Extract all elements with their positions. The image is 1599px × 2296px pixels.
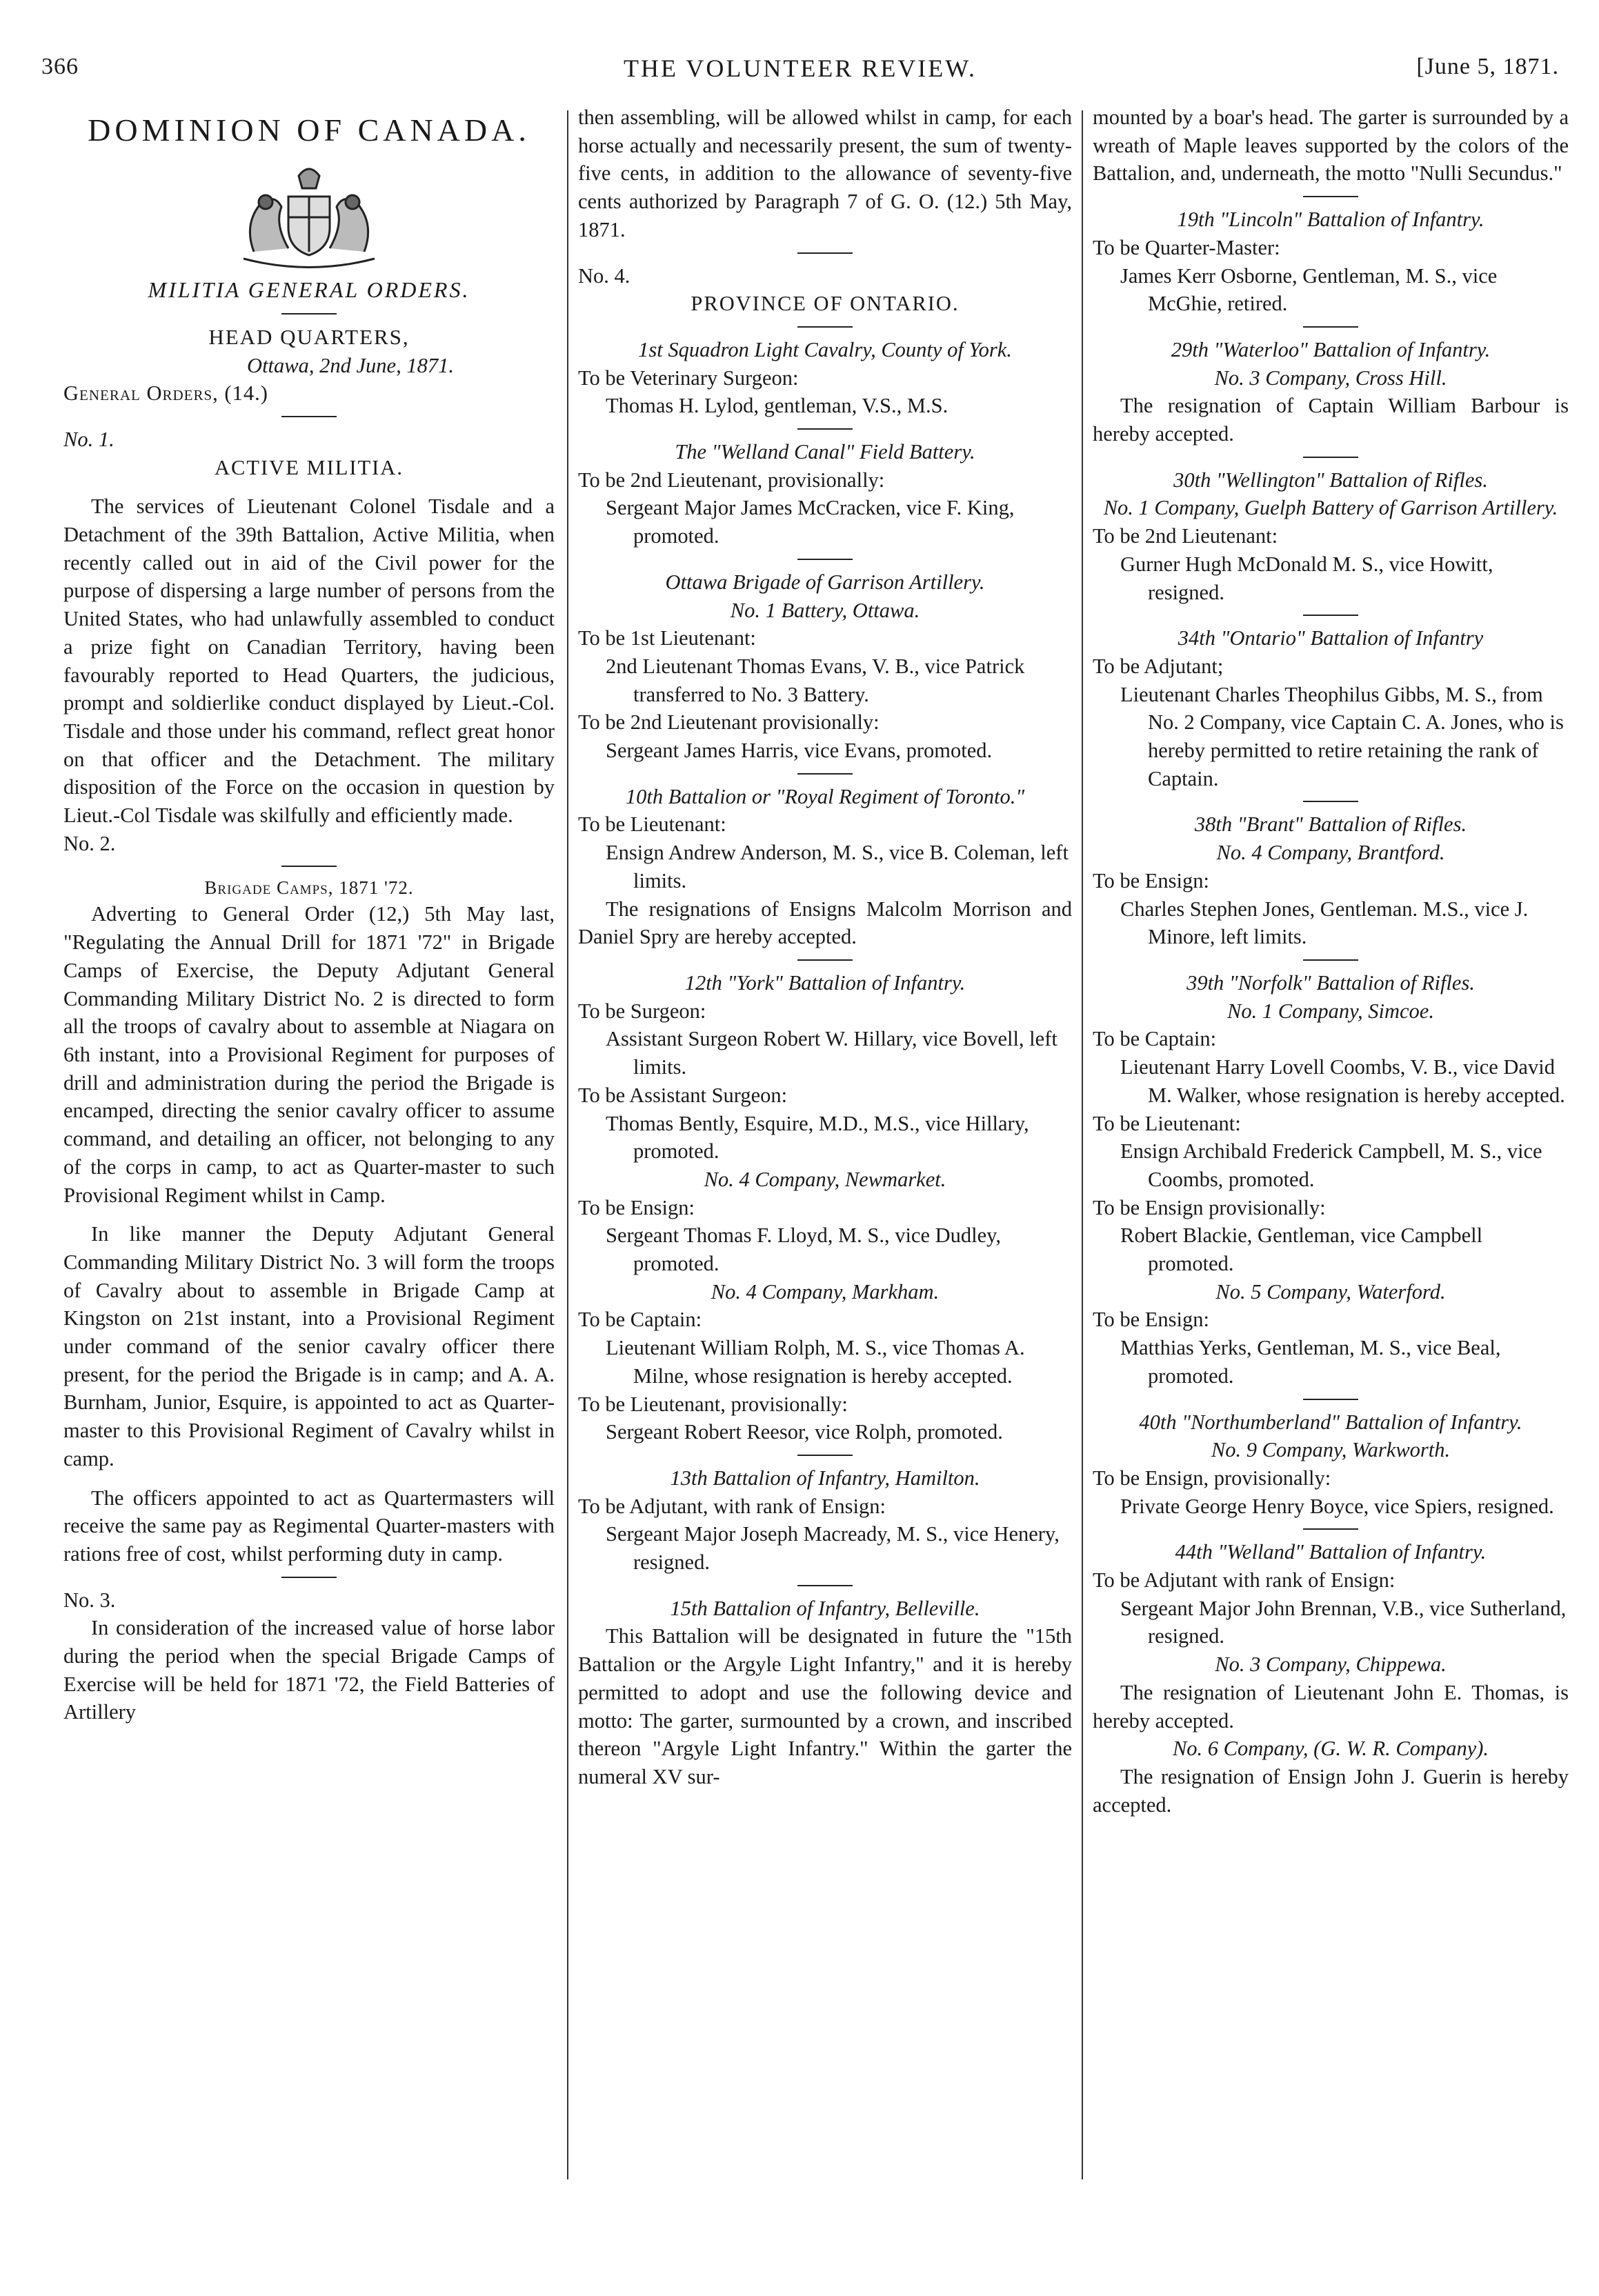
appointment-entry: Sergeant Major James McCracken, vice F. King, promoted. xyxy=(606,496,1015,548)
separator xyxy=(1303,1399,1358,1400)
unit-heading: 30th "Wellington" Battalion of Rifles. xyxy=(1173,468,1488,492)
paragraph: The services of Lieutenant Colonel Tisdale and a Detachment of the 39th Battalion, Active Militia, when recently called out in aid of the Civil power for the purpose of dispersing a large number of persons from the United States, who had unlawfully assembled to conduct a prize fight on Canadian Territory, having been favourably reported to Head Quarters, the judicious, prompt and soldierlike conduct displayed by Lieut.-Col. Tisdale and those under his command, reflect great honor on that officer and the Detachment. The military disposition of the Force on the occasion in question by Lieut.-Col Tisdale was skilfully and efficiently made. xyxy=(63,495,555,828)
separator xyxy=(797,1455,853,1456)
appointment-entry: Lieutenant William Rolph, M. S., vice Thomas A. Milne, whose resignation is hereby accepted. xyxy=(606,1336,1025,1388)
company-heading: No. 1 Company, Simcoe. xyxy=(1227,999,1434,1023)
separator xyxy=(797,773,853,775)
unit-heading: 34th "Ontario" Battalion of Infantry xyxy=(1178,626,1484,650)
coat-of-arms-icon xyxy=(223,155,395,272)
order-number: No. 1. xyxy=(63,427,115,451)
separator xyxy=(797,559,853,560)
column-2 xyxy=(578,103,1072,2276)
appointment-title: To be Surgeon: xyxy=(578,999,706,1023)
hq-date: Ottawa, 2nd June, 1871. xyxy=(247,353,454,377)
paragraph: In consideration of the increased value of horse labor during the period when the special Brigade Camps of Exercise will be held for 1871 '72, the Field Batteries of Artillery xyxy=(63,1616,555,1724)
appointment-entry: Ensign Archibald Frederick Campbell, M. S., vice Coombs, promoted. xyxy=(1120,1139,1542,1191)
section-heading: Brigade Camps, 1871 '72. xyxy=(204,877,414,899)
appointment-entry: James Kerr Osborne, Gentleman, M. S., vice McGhie, retired. xyxy=(1120,263,1498,316)
section-heading: PROVINCE OF ONTARIO. xyxy=(691,292,960,316)
column-1 xyxy=(63,103,555,2276)
unit-heading: 40th "Northumberland" Battalion of Infantry. xyxy=(1139,1410,1522,1434)
appointment-entry: Sergeant Major Joseph Macready, M. S., vice Henery, resigned. xyxy=(606,1522,1060,1575)
appointment-title: To be Lieutenant: xyxy=(1093,1111,1241,1135)
appointment-entry: Private George Henry Boyce, vice Spiers, resigned. xyxy=(1120,1494,1554,1518)
company-heading: No. 1 Battery, Ottawa. xyxy=(730,598,920,622)
page-number: 366 xyxy=(41,54,79,79)
appointment-entry: Ensign Andrew Anderson, M. S., vice B. Coleman, left limits. xyxy=(606,841,1069,892)
appointment-title: To be Ensign: xyxy=(1093,1308,1209,1332)
dominion-heading: DOMINION OF CANADA. xyxy=(88,112,530,148)
column-rule xyxy=(1082,110,1083,2179)
unit-heading: The "Welland Canal" Field Battery. xyxy=(675,440,975,464)
separator xyxy=(281,1577,337,1578)
unit-heading: 15th Battalion of Infantry, Belleville. xyxy=(670,1596,980,1620)
newspaper-title: THE VOLUNTEER REVIEW. xyxy=(624,54,977,82)
column-3 xyxy=(1093,103,1569,2276)
order-number: No. 4. xyxy=(578,263,630,288)
appointment-entry: Sergeant Robert Reesor, vice Rolph, promoted. xyxy=(606,1420,1003,1444)
appointment-entry: Sergeant James Harris, vice Evans, promoted. xyxy=(606,739,993,763)
company-heading: No. 6 Company, (G. W. R. Company). xyxy=(1172,1737,1489,1761)
paragraph: The resignation of Ensign John J. Guerin is hereby accepted. xyxy=(1093,1764,1569,1817)
column-rule xyxy=(567,110,568,2179)
paragraph: In like manner the Deputy Adjutant General Commanding Military District No. 3 will form the troops of Cavalry about to assemble in Brigade Camp at Kingston on 21st instant, into a Provisional Regiment under command of the senior cavalry officer there present, for the period the Brigade is in camp; and A. A. Burnham, Junior, Esquire, is appointed to act as Quarter-master to this Provisional Regiment of Cavalry whilst in camp. xyxy=(63,1222,555,1470)
company-heading: No. 4 Company, Newmarket. xyxy=(704,1167,946,1191)
company-heading: No. 3 Company, Chippewa. xyxy=(1215,1653,1447,1677)
unit-heading: 44th "Welland" Battalion of Infantry. xyxy=(1175,1540,1487,1564)
appointment-entry: Thomas H. Lylod, gentleman, V.S., M.S. xyxy=(606,394,949,418)
appointment-entry: Sergeant Thomas F. Lloyd, M. S., vice Dudley, promoted. xyxy=(606,1224,1002,1276)
order-number: No. 2. xyxy=(63,831,116,855)
unit-heading: 19th "Lincoln" Battalion of Infantry. xyxy=(1177,208,1484,232)
militia-general-orders-heading: MILITIA GENERAL ORDERS. xyxy=(148,277,470,303)
separator xyxy=(1303,457,1358,458)
appointment-title: To be Ensign, provisionally: xyxy=(1093,1466,1331,1490)
separator xyxy=(797,326,853,328)
issue-date: [June 5, 1871. xyxy=(1416,54,1559,79)
appointment-title: To be Ensign: xyxy=(1093,868,1209,892)
appointment-title: To be Adjutant with rank of Ensign: xyxy=(1093,1568,1396,1593)
appointment-entry: Assistant Surgeon Robert W. Hillary, vice Bovell, left limits. xyxy=(606,1027,1057,1079)
paragraph: The resignation of Lieutenant John E. Thomas, is hereby accepted. xyxy=(1093,1680,1569,1733)
unit-heading: Ottawa Brigade of Garrison Artillery. xyxy=(665,570,985,594)
unit-heading: 13th Battalion of Infantry, Hamilton. xyxy=(670,1466,980,1490)
unit-heading: 10th Battalion or "Royal Regiment of Toronto." xyxy=(625,784,1025,808)
unit-heading: 38th "Brant" Battalion of Rifles. xyxy=(1194,812,1467,837)
paragraph: Adverting to General Order (12,) 5th May last, "Regulating the Annual Drill for 1871 '72" in Brigade Camps of Exercise, the Deputy Adjutant General Commanding Military District No. 2 is directed to form all the troops of cavalry about to assemble at Niagara on 6th instant, into a Provisional Regiment for purposes of drill and administration during the period the Brigade is encamped, directing the senior cavalry officer to assume command, and detailing an officer, not belonging to any of the corps in camp, to act as Quarter-master to such Provisional Regiment whilst in Camp. xyxy=(63,902,555,1207)
separator xyxy=(1303,326,1358,328)
appointment-entry: Charles Stephen Jones, Gentleman. M.S., vice J. Minore, left limits. xyxy=(1120,897,1529,949)
separator xyxy=(797,1585,853,1586)
separator xyxy=(281,866,337,867)
appointment-title: To be Veterinary Surgeon: xyxy=(578,366,799,390)
appointment-entry: Lieutenant Charles Theophilus Gibbs, M. S., from No. 2 Company, vice Captain C. A. Jones, who is hereby permitted to retire retaining the rank of Captain. xyxy=(1120,682,1564,790)
appointment-entry: Robert Blackie, Gentleman, vice Campbell promoted. xyxy=(1120,1224,1483,1276)
separator xyxy=(281,313,337,315)
appointment-title: To be Quarter-Master: xyxy=(1093,235,1280,259)
appointment-title: To be 2nd Lieutenant: xyxy=(1093,524,1278,548)
masthead xyxy=(41,54,1559,95)
head-quarters: HEAD QUARTERS, xyxy=(208,325,410,350)
appointment-entry: Matthias Yerks, Gentleman, M. S., vice Beal, promoted. xyxy=(1120,1336,1501,1388)
unit-heading: 1st Squadron Light Cavalry, County of York. xyxy=(638,337,1012,361)
separator xyxy=(1303,615,1358,616)
appointment-entry: 2nd Lieutenant Thomas Evans, V. B., vice Patrick transferred to No. 3 Battery. xyxy=(606,654,1025,706)
paragraph: The resignation of Captain William Barbour is hereby accepted. xyxy=(1093,394,1569,446)
appointment-entry: Lieutenant Harry Lovell Coombs, V. B., vice David M. Walker, whose resignation is hereby accepted. xyxy=(1120,1055,1565,1107)
separator xyxy=(281,416,337,417)
appointment-title: To be 2nd Lieutenant provisionally: xyxy=(578,710,880,735)
separator xyxy=(1303,801,1358,802)
paragraph: The officers appointed to act as Quartermasters will receive the same pay as Regimental Quarter-masters with rations free of cost, whilst performing duty in camp. xyxy=(63,1486,555,1566)
paragraph: mounted by a boar's head. The garter is surrounded by a wreath of Maple leaves supported by the colors of the Battalion, and, underneath, the motto "Nulli Secundus." xyxy=(1093,106,1569,186)
separator xyxy=(1303,959,1358,961)
appointment-title: To be Lieutenant, provisionally: xyxy=(578,1392,848,1416)
order-number: No. 3. xyxy=(63,1588,116,1612)
appointment-title: To be Captain: xyxy=(578,1308,702,1332)
appointment-title: To be Ensign provisionally: xyxy=(1093,1195,1326,1219)
separator xyxy=(1303,1528,1358,1530)
company-heading: No. 3 Company, Cross Hill. xyxy=(1214,366,1447,390)
appointment-title: To be 2nd Lieutenant, provisionally: xyxy=(578,468,885,492)
paragraph: This Battalion will be designated in future the "15th Battalion or the Argyle Light Infantry," and it is hereby permitted to adopt and use the following device and motto: The garter, surmounted by a crown, and inscribed thereon "Argyle Light Infantry." Within the garter the numeral XV sur- xyxy=(578,1624,1072,1788)
separator xyxy=(797,428,853,430)
appointment-title: To be Lieutenant: xyxy=(578,812,726,837)
separator xyxy=(797,959,853,961)
paragraph: then assembling, will be allowed whilst in camp, for each horse actually and necessarily present, the sum of twenty-five cents, in addition to the allowance of seventy-five cents authorized by Paragraph 7 of G. O. (12.) 5th May, 1871. xyxy=(578,106,1072,241)
company-heading: No. 4 Company, Markham. xyxy=(711,1279,940,1304)
unit-heading: 12th "York" Battalion of Infantry. xyxy=(684,970,966,995)
appointment-title: To be 1st Lieutenant: xyxy=(578,626,756,650)
appointment-title: To be Ensign: xyxy=(578,1195,695,1219)
section-heading: ACTIVE MILITIA. xyxy=(215,455,404,479)
separator xyxy=(797,252,853,254)
appointment-title: To be Captain: xyxy=(1093,1027,1217,1051)
general-orders-number: General Orders, (14.) xyxy=(63,381,268,406)
appointment-title: To be Adjutant, with rank of Ensign: xyxy=(578,1494,886,1518)
appointment-title: To be Adjutant; xyxy=(1093,654,1224,678)
appointment-entry: Thomas Bently, Esquire, M.D., M.S., vice Hillary, promoted. xyxy=(606,1111,1029,1164)
company-heading: No. 5 Company, Waterford. xyxy=(1215,1279,1446,1304)
company-heading: No. 9 Company, Warkworth. xyxy=(1211,1438,1451,1462)
unit-heading: 29th "Waterloo" Battalion of Infantry. xyxy=(1171,337,1491,361)
appointment-entry: Gurner Hugh McDonald M. S., vice Howitt, resigned. xyxy=(1120,552,1493,604)
paragraph: The resignations of Ensigns Malcolm Morrison and Daniel Spry are hereby accepted. xyxy=(578,897,1072,949)
appointment-entry: Sergeant Major John Brennan, V.B., vice Sutherland, resigned. xyxy=(1120,1596,1567,1648)
unit-heading: 39th "Norfolk" Battalion of Rifles. xyxy=(1186,970,1475,995)
company-heading: No. 4 Company, Brantford. xyxy=(1216,841,1445,865)
separator xyxy=(1303,196,1358,197)
appointment-title: To be Assistant Surgeon: xyxy=(578,1083,788,1107)
company-heading: No. 1 Company, Guelph Battery of Garrison Artillery. xyxy=(1103,496,1558,520)
